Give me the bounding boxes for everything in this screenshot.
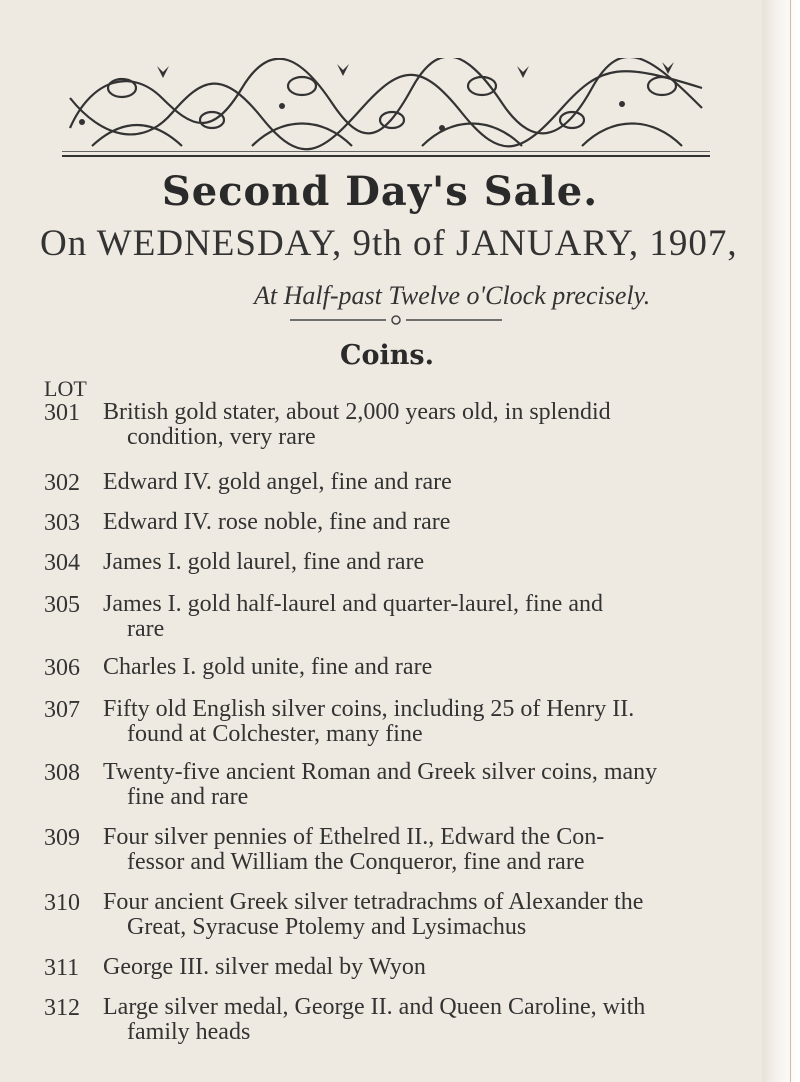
lot-description-continued: family heads <box>127 1019 251 1045</box>
sale-title: Second Day's Sale. <box>161 168 599 215</box>
lot-number: 312 <box>44 995 80 1021</box>
lot-number: 310 <box>44 890 80 916</box>
lot-description: George III. silver medal by Wyon <box>103 954 426 980</box>
lot-description: Edward IV. gold angel, fine and rare <box>103 469 452 495</box>
sale-date: On WEDNESDAY, 9th of JANUARY, 1907, <box>40 223 738 264</box>
lot-number: 303 <box>44 510 80 536</box>
lot-column-header: LOT <box>44 376 87 401</box>
lot-description: Four ancient Greek silver tetradrachms of Alexander the <box>103 889 644 915</box>
lot-number: 311 <box>44 955 80 981</box>
lot-description: Large silver medal, George II. and Queen Caroline, with <box>103 994 646 1020</box>
lot-description: Charles I. gold unite, fine and rare <box>103 654 433 680</box>
lot-number: 308 <box>44 760 80 786</box>
lot-number: 302 <box>44 470 80 496</box>
lot-number: 301 <box>44 400 80 426</box>
lot-description-continued: fessor and William the Conqueror, fine and rare <box>127 849 585 875</box>
section-title: Coins. <box>340 340 434 371</box>
lot-description: British gold stater, about 2,000 years old, in splendid <box>103 399 611 425</box>
lot-number: 309 <box>44 825 80 851</box>
lot-description-continued: rare <box>127 616 165 642</box>
section-divider <box>290 314 502 326</box>
lot-description: Fifty old English silver coins, including 25 of Henry II. <box>103 696 635 722</box>
lot-number: 304 <box>44 550 80 576</box>
page-margin <box>762 0 800 1082</box>
lot-description: Edward IV. rose noble, fine and rare <box>103 509 451 535</box>
lot-description: James I. gold half-laurel and quarter-laurel, fine and <box>103 591 603 617</box>
lot-number: 305 <box>44 592 80 618</box>
lot-description: James I. gold laurel, fine and rare <box>103 549 425 575</box>
lot-description: Twenty-five ancient Roman and Greek silver coins, many <box>103 759 658 785</box>
lot-description: Four silver pennies of Ethelred II., Edward the Con- <box>103 824 605 850</box>
lot-number: 306 <box>44 655 80 681</box>
lot-number: 307 <box>44 697 80 723</box>
lot-description-continued: found at Colchester, many fine <box>127 721 423 747</box>
lot-description-continued: fine and rare <box>127 784 249 810</box>
lot-description-continued: Great, Syracuse Ptolemy and Lysimachus <box>127 914 527 940</box>
page-edge <box>790 0 791 1082</box>
decorative-border-ornament <box>62 58 710 160</box>
lot-description-continued: condition, very rare <box>127 424 316 450</box>
sale-time: At Half-past Twelve o'Clock precisely. <box>254 281 651 310</box>
